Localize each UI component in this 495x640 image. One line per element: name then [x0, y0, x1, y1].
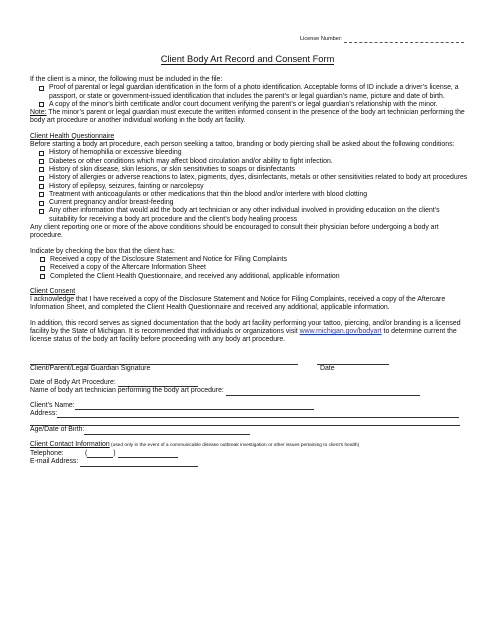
contact-note: (used only in the event of a communicable disease outbreak investigation or other issues pertaining to client’s health): [109, 442, 360, 448]
checkbox[interactable]: [39, 151, 44, 156]
minor-item-1: [30, 84, 468, 101]
checkbox[interactable]: [39, 192, 44, 197]
questionnaire-item-text: Current pregnancy and/or breast-feeding: [49, 199, 174, 207]
checkbox[interactable]: [40, 257, 45, 262]
checkbox[interactable]: [39, 184, 44, 189]
technician-label: Name of body art technician performing the body art procedure:: [30, 387, 224, 395]
minor-note: [30, 109, 468, 126]
procedure-date-label: Date of Body Art Procedure:: [30, 378, 116, 386]
client-name-row: [30, 402, 468, 410]
checkbox[interactable]: [39, 176, 44, 181]
email-label: E-mail Address:: [30, 458, 79, 466]
indicate-intro: Indicate by checking the box that the client has:: [30, 247, 175, 255]
technician-row: [30, 387, 468, 395]
address-row: [30, 410, 468, 418]
email-field[interactable]: [80, 460, 198, 467]
questionnaire-item-text: History of allergies or adverse reactions to latex, pigments, dyes, disinfectants, metals or other sensitivities related to body art procedures: [49, 174, 468, 182]
date-field[interactable]: [317, 358, 389, 365]
questionnaire-item-anticoagulants: [30, 191, 468, 199]
indicate-item-aftercare: [30, 264, 468, 272]
questionnaire-item-text: Any other information that would aid the body art technician or any other individual involved in providing education on the client’s suitability for receiving a body art procedure and the client’s body healing process: [49, 207, 440, 223]
signature-label: Client/Parent/Legal Guardian Signature: [30, 364, 151, 372]
consent-paragraph-1: I acknowledge that I have received a copy of the Disclosure Statement and Notice for Filing Complaints, received a copy of the Aftercare Information Sheet, and completed the Client Health Questionnaire and received any additional, applicable information.: [30, 296, 446, 312]
questionnaire-item-text: Diabetes or other conditions which may affect blood circulation and/or ability to fight infection.: [49, 157, 333, 165]
note-text: The minor’s parent or legal guardian must execute the written informed consent in the presence of the body art technician performing the body art procedure or another individual working in the body art facility.: [30, 109, 465, 125]
client-name-field[interactable]: [75, 403, 314, 410]
checkbox[interactable]: [39, 167, 44, 172]
technician-name-field[interactable]: [226, 389, 420, 396]
contact-heading: Client Contact Information: [30, 440, 110, 448]
consent-heading: Client Consent: [30, 287, 76, 295]
signature-field[interactable]: [30, 358, 298, 365]
contact-heading-row: [30, 441, 468, 450]
minor-item-text: Proof of parental or legal guardian identification in the form of a photo identification. Acceptable forms of ID include a driver’s license, a passport, or state or government-issued identification that includes the parent’s or legal guardian’s name, picture and date of birth.: [49, 84, 459, 100]
note-label: Note:: [30, 109, 47, 117]
age-row: [30, 426, 468, 434]
age-label: Age/Date of Birth:: [30, 426, 85, 434]
minor-item-2: [30, 101, 468, 109]
indicate-item-disclosure: [30, 256, 468, 264]
address-field-line-2[interactable]: [30, 419, 460, 426]
minor-birth-cert-checkbox[interactable]: [39, 102, 44, 107]
checkbox[interactable]: [39, 159, 44, 164]
questionnaire-intro: Before starting a body art procedure, each person seeking a tattoo, branding or body piercing shall be asked about the following conditions:: [30, 141, 455, 149]
email-row: [30, 458, 468, 466]
date-label: Date: [320, 364, 335, 372]
procedure-date-row: [30, 379, 468, 387]
consent-paragraph-2: In addition, this record serves as signed documentation that the body art facility performing your tattoo, piercing, and/or branding is a licensed facility by the State of Michigan. It is recommended that individuals or organizations visit www.michigan.gov/bodyart to determine current the license status of the body art facility before proceeding with any body art procedure.: [30, 319, 461, 344]
questionnaire-item-text: History of epilepsy, seizures, fainting or narcolepsy: [49, 182, 204, 190]
questionnaire-item-allergies: [30, 174, 468, 182]
indicate-item-questionnaire: [30, 273, 468, 281]
telephone-label: Telephone:: [30, 449, 64, 457]
signature-lines: [30, 358, 468, 365]
questionnaire-item-other: [30, 207, 468, 224]
checkbox[interactable]: [39, 201, 44, 206]
questionnaire-heading: Client Health Questionnaire: [30, 132, 115, 140]
minor-id-checkbox[interactable]: [39, 86, 44, 91]
questionnaire-item-hemophilia: [30, 149, 468, 157]
indicate-item-text: Received a copy of the Aftercare Information Sheet: [50, 264, 206, 272]
license-number-label: License Number:: [300, 36, 343, 42]
questionnaire-item-skin-disease: [30, 166, 468, 174]
questionnaire-item-diabetes: [30, 158, 468, 166]
questionnaire-item-text: History of skin disease, skin lesions, or skin sensitivities to soaps or disinfectants: [49, 165, 295, 173]
license-number-row: [300, 35, 466, 43]
telephone-number-field[interactable]: [118, 451, 178, 458]
questionnaire-item-text: Treatment with anticoagulants or other medications that thin the blood and/or interfere with blood clotting: [49, 190, 368, 198]
procedure-date-field[interactable]: [118, 380, 198, 387]
indicate-item-text: Received a copy of the Disclosure Statement and Notice for Filing Complaints: [50, 255, 288, 263]
form-title: Client Body Art Record and Consent Form: [160, 54, 335, 64]
address-field-line-1[interactable]: [57, 411, 459, 418]
address-label: Address:: [30, 409, 58, 417]
bodyart-link[interactable]: www.michigan.gov/bodyart: [299, 328, 382, 336]
checkbox[interactable]: [40, 274, 45, 279]
address-row-2: [30, 418, 468, 426]
checkbox[interactable]: [39, 209, 44, 214]
checkbox[interactable]: [40, 266, 45, 271]
questionnaire-item-epilepsy: [30, 183, 468, 191]
questionnaire-item-pregnancy: [30, 199, 468, 207]
indicate-item-text: Completed the Client Health Questionnaire, and received any additional, applicable information: [50, 272, 340, 280]
signature-labels: [30, 365, 468, 373]
questionnaire-item-text: History of hemophilia or excessive bleeding: [49, 149, 182, 157]
telephone-row: Telephone: ( ): [30, 450, 468, 458]
minor-intro: If the client is a minor, the following must be included in the file:: [30, 76, 223, 83]
telephone-area-code-field[interactable]: [87, 451, 113, 458]
age-field[interactable]: [84, 428, 250, 435]
form-body: [30, 76, 468, 467]
minor-item-text: A copy of the minor’s birth certificate and/or court document verifying the parent’s or legal guardian’s relationship with the minor.: [49, 100, 438, 108]
license-number-field[interactable]: [344, 36, 464, 43]
client-name-label: Client’s Name:: [30, 401, 75, 409]
questionnaire-closing: Any client reporting one or more of the above conditions should be encouraged to consult their physician before undergoing a body art procedure.: [30, 224, 439, 240]
